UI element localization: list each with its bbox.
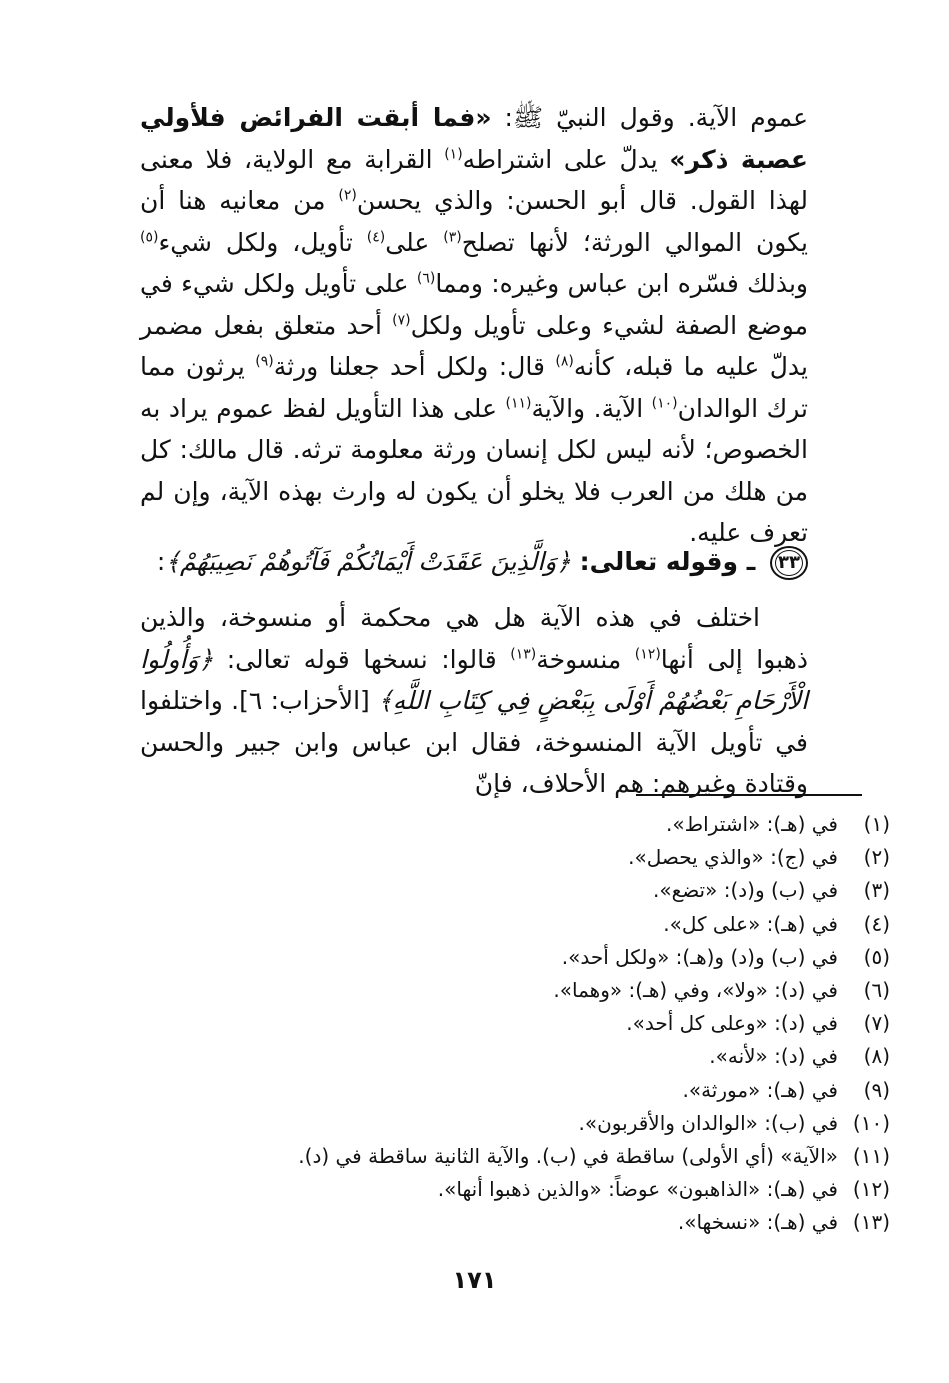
text-run: وبذلك فسّره ابن عباس وغيره: ومما: [435, 269, 808, 298]
text-run: تأويل، ولكل شيء: [158, 227, 367, 257]
footnote-item: [140, 1140, 890, 1173]
footnote-item: [140, 1074, 890, 1107]
footnote-item: [140, 1040, 890, 1073]
footnote-number: (١٢): [852, 1177, 890, 1202]
footnote-text: في (ب) و(د) و(هـ): «ولكل أحد».: [561, 944, 838, 969]
footnote-text: في (د): «لأنه».: [709, 1044, 838, 1069]
text-run: الآية. والآية: [531, 393, 652, 423]
quran-verse: ﴿وَأُولُوا الْأَرْحَامِ بَعْضُهُمْ أَوْلَى بِبَعْضٍ فِي كِتَابِ اللَّهِ﴾: [140, 644, 808, 715]
text-run: يدلّ على اشتراطه: [462, 144, 670, 174]
footnote-ref: (٩): [255, 353, 274, 370]
footnote-text: في (د): «ولا»، وفي (هـ): «وهما».: [553, 978, 838, 1003]
text-run: [الأحزاب: ٦]. واختلفوا في تأويل الآية المنسوخة، فقال ابن عباس وابن جبير والحسن وقتادة وغيرهم: هم الأحلاف، فإنّ: [140, 686, 808, 798]
text-run: منسوخة: [536, 644, 635, 674]
paragraph-1: [140, 97, 808, 554]
footnote-number: (٣): [863, 878, 890, 903]
footnote-number: (٩): [863, 1077, 890, 1102]
footnotes-list: [140, 808, 890, 1240]
footnote-number: (٤): [863, 911, 890, 936]
text-run: اختلف في هذه الآية هل هي محكمة أو منسوخة، والذين ذهبوا إلى أنها: [140, 603, 809, 674]
paragraph-2: [140, 597, 808, 805]
footnote-number: (١٠): [852, 1110, 890, 1135]
heading-colon: :: [156, 547, 166, 576]
footnote-text: في (ب) و(د): «تضع».: [652, 878, 838, 903]
footnote-item: [140, 874, 890, 907]
footnote-text: في (هـ): «اشتراط».: [666, 812, 838, 836]
footnote-item: [140, 1206, 890, 1239]
footnote-item: [140, 1173, 890, 1206]
text-run: القرابة مع الولاية، فلا معنى لهذا القول. قال أبو الحسن: والذي يحسن: [140, 144, 808, 215]
footnote-item: [140, 1007, 890, 1040]
footnote-item: [140, 908, 890, 941]
text-run: على تأويل ولكل شيء في موضع الصفة لشيء وعلى تأويل ولكل: [140, 269, 808, 340]
text-run: على هذا التأويل لفظ عموم يراد به الخصوص؛ لأنه ليس لكل إنسان ورثة معلومة ترثه. قال مالك: كل من هلك من العرب فلا يخلو أن يكون له وارث بهذه الآية، وإن لم تعرف عليه.: [140, 393, 808, 547]
footnote-number: (٨): [863, 1044, 890, 1069]
footnote-text: «الآية» (أي الأولى) ساقطة في (ب). والآية الثانية ساقطة في (د).: [298, 1144, 838, 1169]
footnote-number: (٥): [863, 944, 890, 969]
text-run: يرثون مما ترك الوالدان: [140, 352, 808, 423]
footnote-text: في (هـ): «نسخها».: [677, 1210, 838, 1235]
footnote-text: في (هـ): «الذاهبون» عوضاً: «والذين ذهبوا أنها».: [437, 1177, 838, 1202]
footnote-ref: (١١): [505, 395, 532, 412]
footnote-number: (٦): [863, 978, 890, 1003]
footnote-number: (١٣): [852, 1210, 890, 1235]
text-run: قالوا: نسخها قوله تعالى:: [213, 644, 511, 674]
text-run: أحد متعلق بفعل مضمر يدلّ عليه ما قبله، كأنه: [140, 310, 808, 381]
hadith-quote: «فما أبقت الفرائض فلأولي عصبة ذكر»: [140, 103, 808, 174]
footnote-item: [140, 1107, 890, 1140]
text-run: من معانيه هنا أن يكون الموالي الورثة؛ لأنها تصلح: [140, 186, 808, 257]
footnote-ref: (٥): [140, 229, 159, 246]
footnote-ref: (١٣): [510, 646, 537, 663]
footnote-ref: (٧): [392, 312, 411, 329]
footnote-ref: (١): [444, 146, 463, 163]
text-run: عموم الآية. وقول النبيّ ﷺ:: [491, 103, 808, 132]
footnote-ref: (١٢): [634, 646, 661, 663]
footnote-divider: [636, 794, 862, 796]
text-run: قال: ولكل أحد جعلنا ورثة: [273, 352, 556, 381]
footnote-ref: (٣): [443, 229, 462, 246]
footnote-ref: (٢): [338, 187, 357, 204]
section-number-badge: ٣٣: [770, 546, 808, 580]
footnote-text: في (هـ): «مورثة».: [682, 1077, 838, 1102]
footnote-number: (٢): [863, 845, 890, 870]
footnote-ref: (١٠): [651, 395, 678, 412]
footnote-text: في (ب): «الوالدان والأقربون».: [578, 1110, 838, 1135]
heading-label: ـ وقوله تعالى:: [570, 547, 764, 576]
footnote-item: [140, 841, 890, 874]
footnote-number: (٧): [863, 1011, 890, 1036]
text-run: على: [385, 227, 444, 257]
quran-verse: ﴿وَالَّذِينَ عَقَدَتْ أَيْمَانُكُمْ فَآتُوهُمْ نَصِيبَهُمْ﴾: [165, 547, 571, 576]
footnote-item: [140, 808, 890, 841]
section-heading: [140, 540, 808, 584]
footnote-number: (١١): [852, 1144, 890, 1169]
footnote-text: في (ج): «والذي يحصل».: [628, 845, 838, 870]
footnote-ref: (٤): [366, 229, 386, 246]
footnote-text: في (د): «وعلى كل أحد».: [626, 1011, 838, 1036]
footnote-item: [140, 974, 890, 1007]
footnote-text: في (هـ): «على كل».: [663, 911, 838, 936]
page-number: ١٧١: [452, 1266, 497, 1294]
footnote-ref: (٨): [555, 353, 574, 370]
footnote-ref: (٦): [416, 270, 436, 287]
footnote-number: (١): [863, 812, 890, 836]
footnote-item: [140, 941, 890, 974]
